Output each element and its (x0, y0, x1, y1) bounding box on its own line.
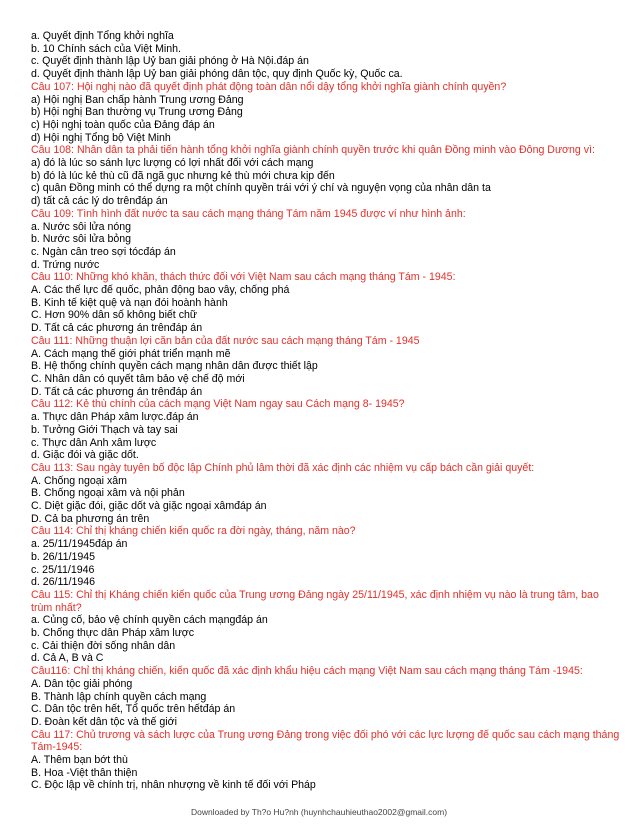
answer-option: D. Tất cả các phương án trênđáp án (31, 385, 203, 398)
answer-option: B. Chống ngoại xâm và nội phản (31, 487, 185, 500)
answer-option: a) Hội nghị Ban chấp hành Trung ương Đảng (31, 93, 244, 106)
answer-option: b. Nước sôi lửa bỏng (31, 233, 132, 246)
document-body (31, 30, 620, 792)
question-line: Câu 115: Chỉ thị Kháng chiến kiến quốc của Trung ương Đảng ngày 25/11/1945, xác định nhiệm vụ nào là trung tâm, bao trùm nhất? (31, 588, 599, 614)
answer-option: d. Giặc đói và giặc dốt. (31, 449, 139, 462)
answer-option: d. Cả A, B và C (31, 652, 104, 665)
answer-option: d) Hội nghị Tổng bộ Việt Minh (31, 131, 171, 144)
download-footer: Downloaded by Th?o Hu?nh (huynhchauhieuthao2002@gmail.com) (190, 807, 448, 817)
answer-option: a. Quyết định Tổng khởi nghĩa (31, 30, 174, 42)
answer-option: D. Tất cả các phương án trênđáp án (31, 322, 203, 335)
answer-option: a. Củng cố, bảo vệ chính quyền cách mạngđáp án (31, 614, 268, 627)
answer-option: a) đó là lúc so sánh lực lượng có lợi nhất đối với cách mạng (31, 157, 314, 170)
answer-option: d. Trứng nước (31, 258, 100, 271)
answer-option: c. Cải thiện đời sống nhân dân (31, 639, 176, 652)
answer-option: A. Chống ngoại xâm (31, 474, 127, 487)
answer-option: b. 26/11/1945 (31, 550, 96, 563)
answer-option: C. Diệt giặc đói, giặc dốt và giặc ngoại xâmđáp án (31, 500, 267, 513)
answer-option: A. Thêm bạn bớt thù (31, 754, 128, 767)
answer-option: A. Các thế lực đế quốc, phản động bao vây, chống phá (31, 284, 290, 297)
question-line: Câu 110: Những khó khăn, thách thức đối với Việt Nam sau cách mạng tháng Tám - 1945: (31, 271, 456, 284)
answer-option: b) Hội nghị Ban thường vụ Trung ương Đảng (31, 106, 243, 119)
answer-option: B. Hoa -Việt thân thiện (31, 766, 138, 779)
answer-option: a. 25/11/1945đáp án (31, 538, 128, 551)
answer-option: c) quân Đồng minh có thể dựng ra một chính quyền trái với ý chí và nguyện vọng của nhân dân ta (31, 182, 491, 195)
answer-option: b. Chống thực dân Pháp xâm lược (31, 627, 195, 640)
question-line: Câu 108: Nhân dân ta phải tiến hành tổng khởi nghĩa giành chính quyền trước khi quân Đồng minh vào Đông Dương vì: (31, 144, 595, 157)
answer-option: c. Thực dân Anh xâm lược (31, 436, 157, 449)
answer-option: c. Ngàn cân treo sợi tócđáp án (31, 245, 176, 258)
answer-option: b) đó là lúc kẻ thù cũ đã ngã gục nhưng kẻ thù mới chưa kịp đến (31, 169, 335, 182)
answer-option: C. Hơn 90% dân số không biết chữ (31, 309, 197, 322)
question-line: Câu 111: Những thuận lợi căn bản của đất nước sau cách mạng tháng Tám - 1945 (31, 334, 420, 347)
answer-option: c) Hội nghị toàn quốc của Đảng đáp án (31, 118, 215, 131)
question-line: Câu 109: Tình hình đất nước ta sau cách mạng tháng Tám năm 1945 được ví như hình ảnh: (31, 207, 466, 220)
answer-option: A. Cách mạng thế giới phát triển mạnh mẽ (31, 347, 231, 360)
answer-option: B. Thành lập chính quyền cách mạng (31, 690, 207, 703)
answer-option: B. Kinh tế kiệt quệ và nạn đói hoành hành (31, 296, 228, 309)
answer-option: a. Thực dân Pháp xâm lược.đáp án (31, 411, 199, 424)
answer-option: d. Quyết định thành lập Uỷ ban giải phóng dân tộc, quy định Quốc kỳ, Quốc ca. (31, 68, 403, 81)
answer-option: C. Dân tộc trên hết, Tổ quốc trên hếtđáp án (31, 703, 236, 716)
answer-option: B. Hệ thống chính quyền cách mạng nhân dân được thiết lập (31, 360, 318, 373)
answer-option: D. Cả ba phương án trên (31, 512, 150, 525)
question-line: Câu 113: Sau ngày tuyên bố độc lập Chính phủ lâm thời đã xác định các nhiệm vụ cấp bách cần giải quyết: (31, 461, 535, 474)
answer-option: d. 26/11/1946 (31, 576, 96, 589)
question-line: Câu116: Chỉ thị kháng chiến, kiến quốc đã xác định khẩu hiệu cách mạng Việt Nam sau cách mạng tháng Tám -1945: (31, 665, 583, 678)
answer-option: C. Nhân dân có quyết tâm bảo vệ chế độ mới (31, 372, 245, 385)
answer-option: C. Độc lập về chính trị, nhân nhượng về kinh tế đối với Pháp (31, 779, 316, 792)
question-line: Câu 114: Chỉ thị kháng chiến kiến quốc ra đời ngày, tháng, năm nào? (31, 525, 356, 538)
answer-option: D. Đoàn kết dân tộc và thế giới (31, 715, 177, 728)
answer-option: d) tất cả các lý do trênđáp án (31, 195, 168, 208)
answer-option: b. Tưởng Giới Thạch và tay sai (31, 423, 178, 436)
question-line: Câu 117: Chủ trương và sách lược của Trung ương Đảng trong việc đối phó với các lực lượng đế quốc sau cách mạng tháng Tám-1945: (31, 728, 620, 754)
question-line: Câu 112: Kẻ thù chính của cách mạng Việt Nam ngay sau Cách mạng 8- 1945? (31, 398, 405, 411)
answer-option: c. 25/11/1946 (31, 563, 95, 576)
answer-option: A. Dân tộc giải phóng (31, 677, 133, 690)
question-line: Câu 107: Hội nghị nào đã quyết định phát động toàn dân nổi dậy tổng khởi nghĩa giành chính quyền? (31, 80, 507, 93)
answer-option: b. 10 Chính sách của Việt Minh. (31, 42, 181, 55)
answer-option: c. Quyết định thành lập Uỷ ban giải phóng ở Hà Nội.đáp án (31, 55, 309, 68)
answer-option: a. Nước sôi lửa nóng (31, 220, 132, 233)
